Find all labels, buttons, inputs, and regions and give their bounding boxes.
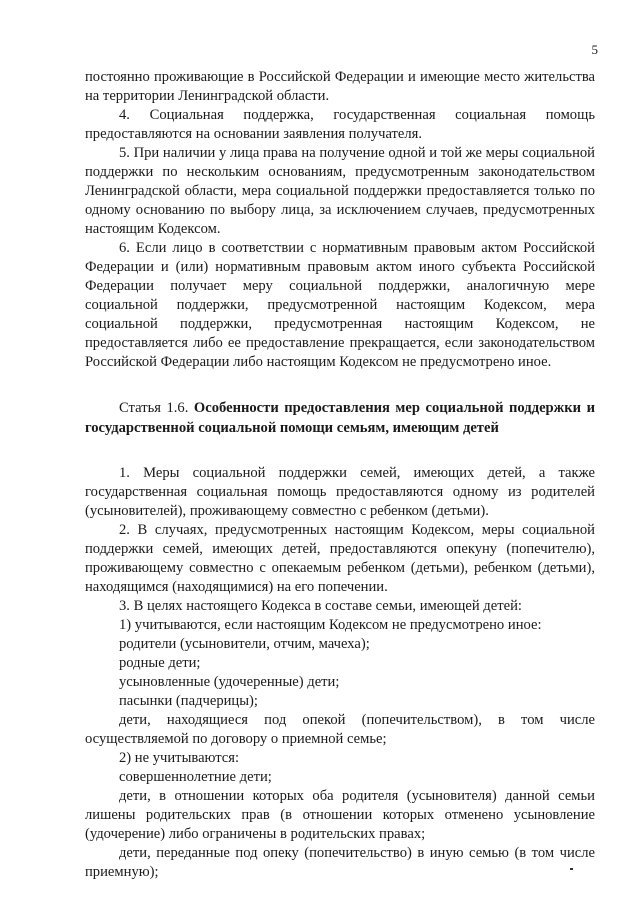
paragraph: пасынки (падчерицы); [119,693,258,709]
paragraph: 5. При наличии у лица права на получение одной и той же меры социальной поддержки по нескольким основаниям, предусмотренным законодательством Ленинградской области, мера социальной поддержки предоставляется только по одному основанию по выбору лица, за исключением случаев, предусмотренных настоящим Кодексом. [85,145,595,237]
paragraph: родители (усыновители, отчим, мачеха); [119,636,370,652]
paragraph: дети, находящиеся под опекой (попечительством), в том числе осуществляемой по договору о приемной семье; [85,712,595,747]
scan-mark [570,868,573,870]
paragraph: 2. В случаях, предусмотренных настоящим Кодексом, меры социальной поддержки семей, имеющих детей, предоставляются опекуну (попечителю), проживающему совместно с опекаемым ребенком (детьми), ребенком (детьми), находящимся (находящимися) на его попечении. [85,522,595,595]
article-body [85,464,595,882]
page-number: 5 [591,42,598,57]
paragraph: 3. В целях настоящего Кодекса в составе семьи, имеющей детей: [119,598,522,614]
paragraph: усыновленные (удочеренные) дети; [119,674,340,690]
paragraph: дети, переданные под опеку (попечительство) в иную семью (в том числе приемную); [85,845,595,880]
article-number: Статья 1.6. [119,400,189,416]
article-title: Особенности предоставления мер социальной поддержки и государственной социальной помощи семьям, имеющим детей [85,400,595,436]
paragraph: 6. Если лицо в соответствии с нормативным правовым актом Российской Федерации и (или) нормативным правовым актом иного субъекта Российской Федерации получает меру социальной поддержки, аналогичную мере социальной поддержки, предусмотренной настоящим Кодексом, мера социальной поддержки, предусмотренная настоящим Кодексом, не предоставляется либо ее предоставление прекращается, если законодательством Российской Федерации либо настоящим Кодексом не предусмотрено иное. [85,240,595,370]
article-heading [85,398,595,438]
paragraph: 1) учитываются, если настоящим Кодексом не предусмотрено иное: [119,617,542,633]
paragraph: 2) не учитываются: [119,750,240,766]
paragraph: родные дети; [119,655,201,671]
paragraph: 1. Меры социальной поддержки семей, имеющих детей, а также государственная социальная помощь предоставляются одному из родителей (усыновителей), проживающему совместно с ребенком (детьми). [85,465,595,519]
paragraph: дети, в отношении которых оба родителя (усыновителя) данной семьи лишены родительских прав (в отношении которых отменено усыновление (удочерение) либо ограничены в родительских правах; [85,788,595,842]
paragraph: 4. Социальная поддержка, государственная социальная помощь предоставляются на основании заявления получателя. [85,107,595,142]
paragraph: постоянно проживающие в Российской Федерации и имеющие место жительства на территории Ленинградской области. [85,69,595,104]
document-body [85,68,595,882]
paragraph: совершеннолетние дети; [119,769,272,785]
